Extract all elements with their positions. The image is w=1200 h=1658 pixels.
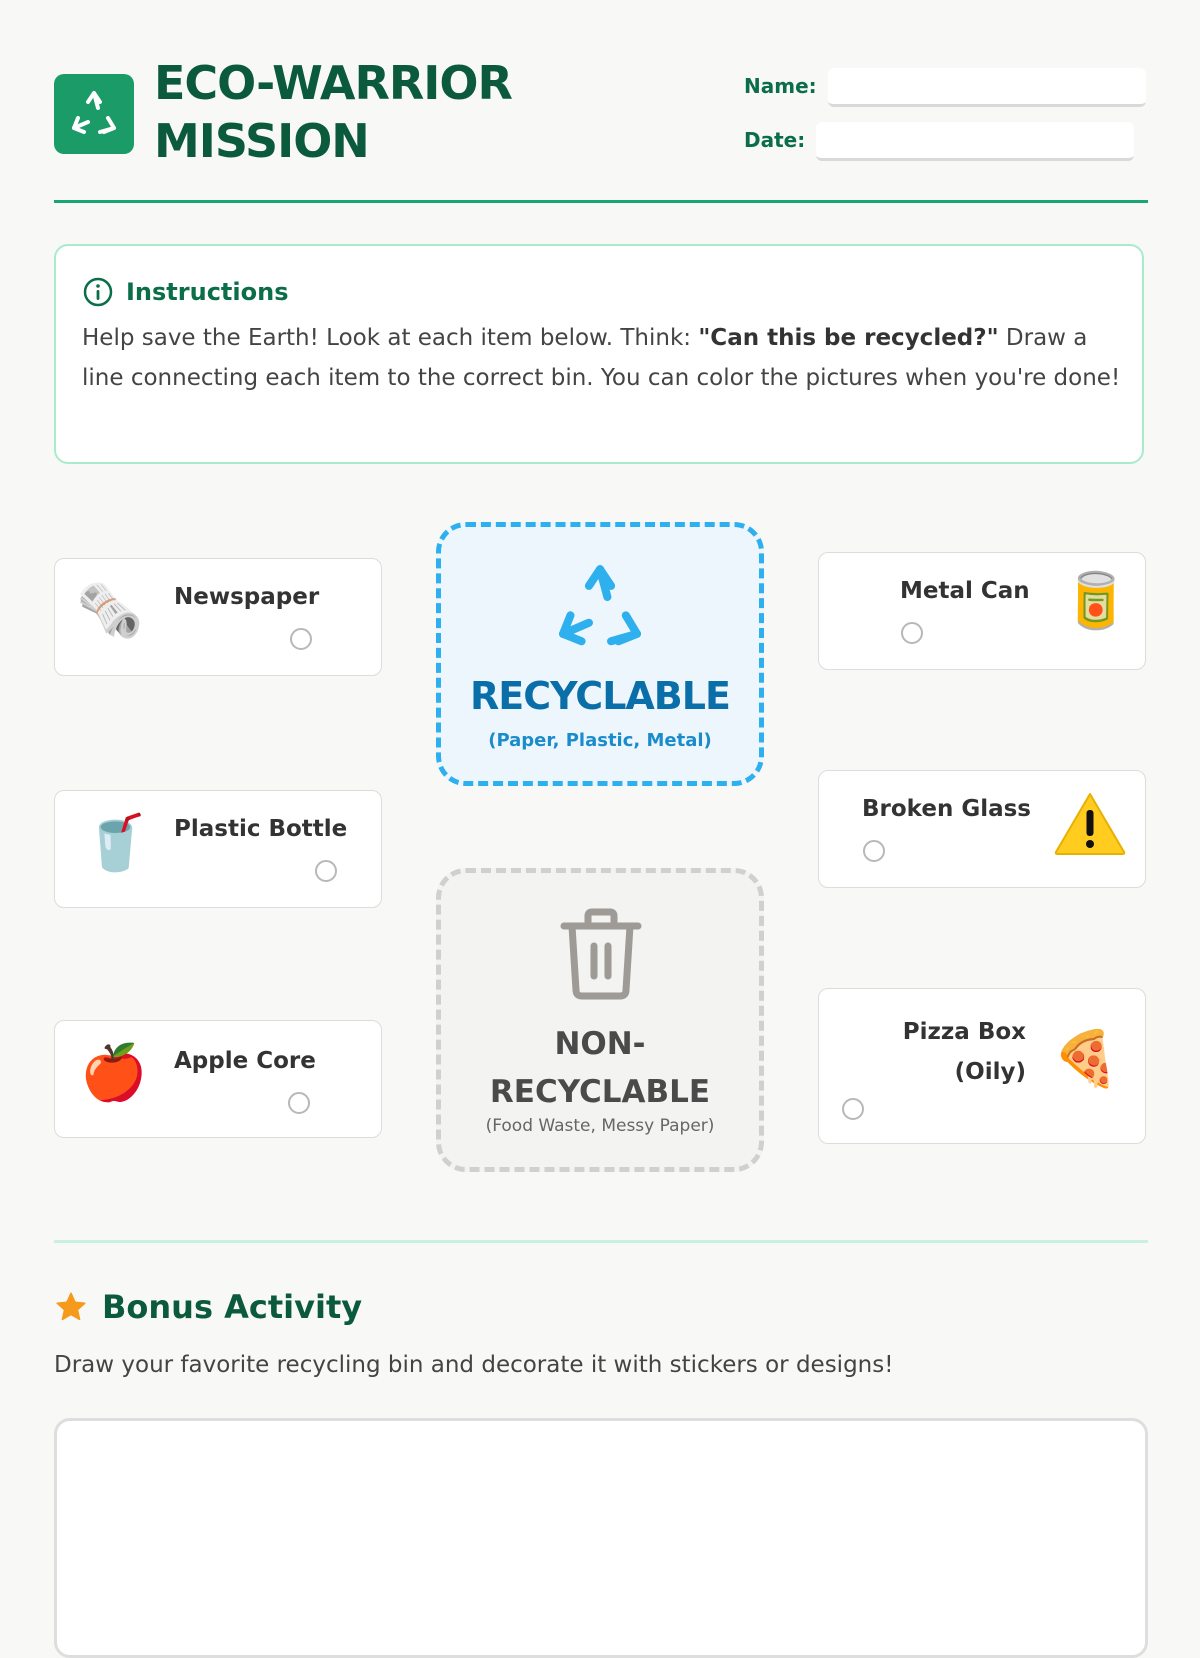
item-label-pizza-box: Pizza Box (Oily) (902, 1019, 1026, 1085)
connect-dot-metal-can[interactable] (901, 622, 923, 644)
apple-icon: 🍎 (80, 1041, 148, 1104)
instructions-title: Instructions (126, 278, 289, 306)
bonus-instructions: Draw your favorite recycling bin and decorate it with stickers or designs! (54, 1352, 894, 1378)
plastic-cup-icon: 🥤 (82, 811, 150, 874)
tin-can-icon: 🥫 (1062, 569, 1130, 632)
date-field[interactable] (816, 122, 1134, 161)
bin-recyclable-label: RECYCLABLE (470, 674, 730, 718)
instructions-text: Help save the Earth! Look at each item below. Think: "Can this be recycled?" Draw a line connecting each item to the correct bin. You can color the pictures when you're done! (82, 325, 1121, 391)
bin-recyclable-sublabel: (Paper, Plastic, Metal) (488, 730, 712, 751)
logo-badge (54, 74, 134, 154)
date-label: Date: (744, 128, 806, 152)
item-label-newspaper: Newspaper (174, 584, 320, 610)
bonus-header (54, 1288, 362, 1326)
title-line-2: MISSION (154, 114, 369, 168)
instructions-question: "Can this be recycled?" (698, 325, 999, 351)
bin-non-recyclable-label: NON- RECYCLABLE (489, 1026, 711, 1110)
name-field[interactable] (828, 68, 1146, 107)
trash-icon (556, 904, 646, 1000)
header-divider (54, 200, 1148, 203)
instructions-header (82, 276, 288, 308)
connect-dot-plastic-bottle[interactable] (315, 860, 337, 882)
bin-non-recyclable-sublabel: (Food Waste, Messy Paper) (485, 1116, 715, 1136)
recycle-bin-icon (552, 560, 648, 656)
info-icon (82, 276, 114, 308)
star-icon (54, 1290, 88, 1324)
item-label-apple-core: Apple Core (174, 1048, 316, 1074)
bonus-divider (54, 1240, 1148, 1243)
item-label-broken-glass: Broken Glass (862, 796, 1031, 822)
name-label: Name: (744, 74, 817, 98)
drawing-area[interactable] (54, 1418, 1148, 1658)
page-title (154, 54, 512, 170)
item-label-metal-can: Metal Can (900, 578, 1030, 604)
warning-icon (1052, 790, 1128, 858)
connect-dot-newspaper[interactable] (290, 628, 312, 650)
newspaper-icon: 🗞️ (76, 579, 144, 642)
item-label-plastic-bottle: Plastic Bottle (174, 816, 348, 842)
connect-dot-pizza-box[interactable] (842, 1098, 864, 1120)
connect-dot-apple-core[interactable] (288, 1092, 310, 1114)
title-line-1: ECO-WARRIOR (154, 56, 512, 110)
connect-dot-broken-glass[interactable] (863, 840, 885, 862)
pizza-icon: 🍕 (1052, 1027, 1120, 1090)
bonus-title: Bonus Activity (102, 1288, 363, 1326)
recycle-icon (68, 88, 120, 140)
